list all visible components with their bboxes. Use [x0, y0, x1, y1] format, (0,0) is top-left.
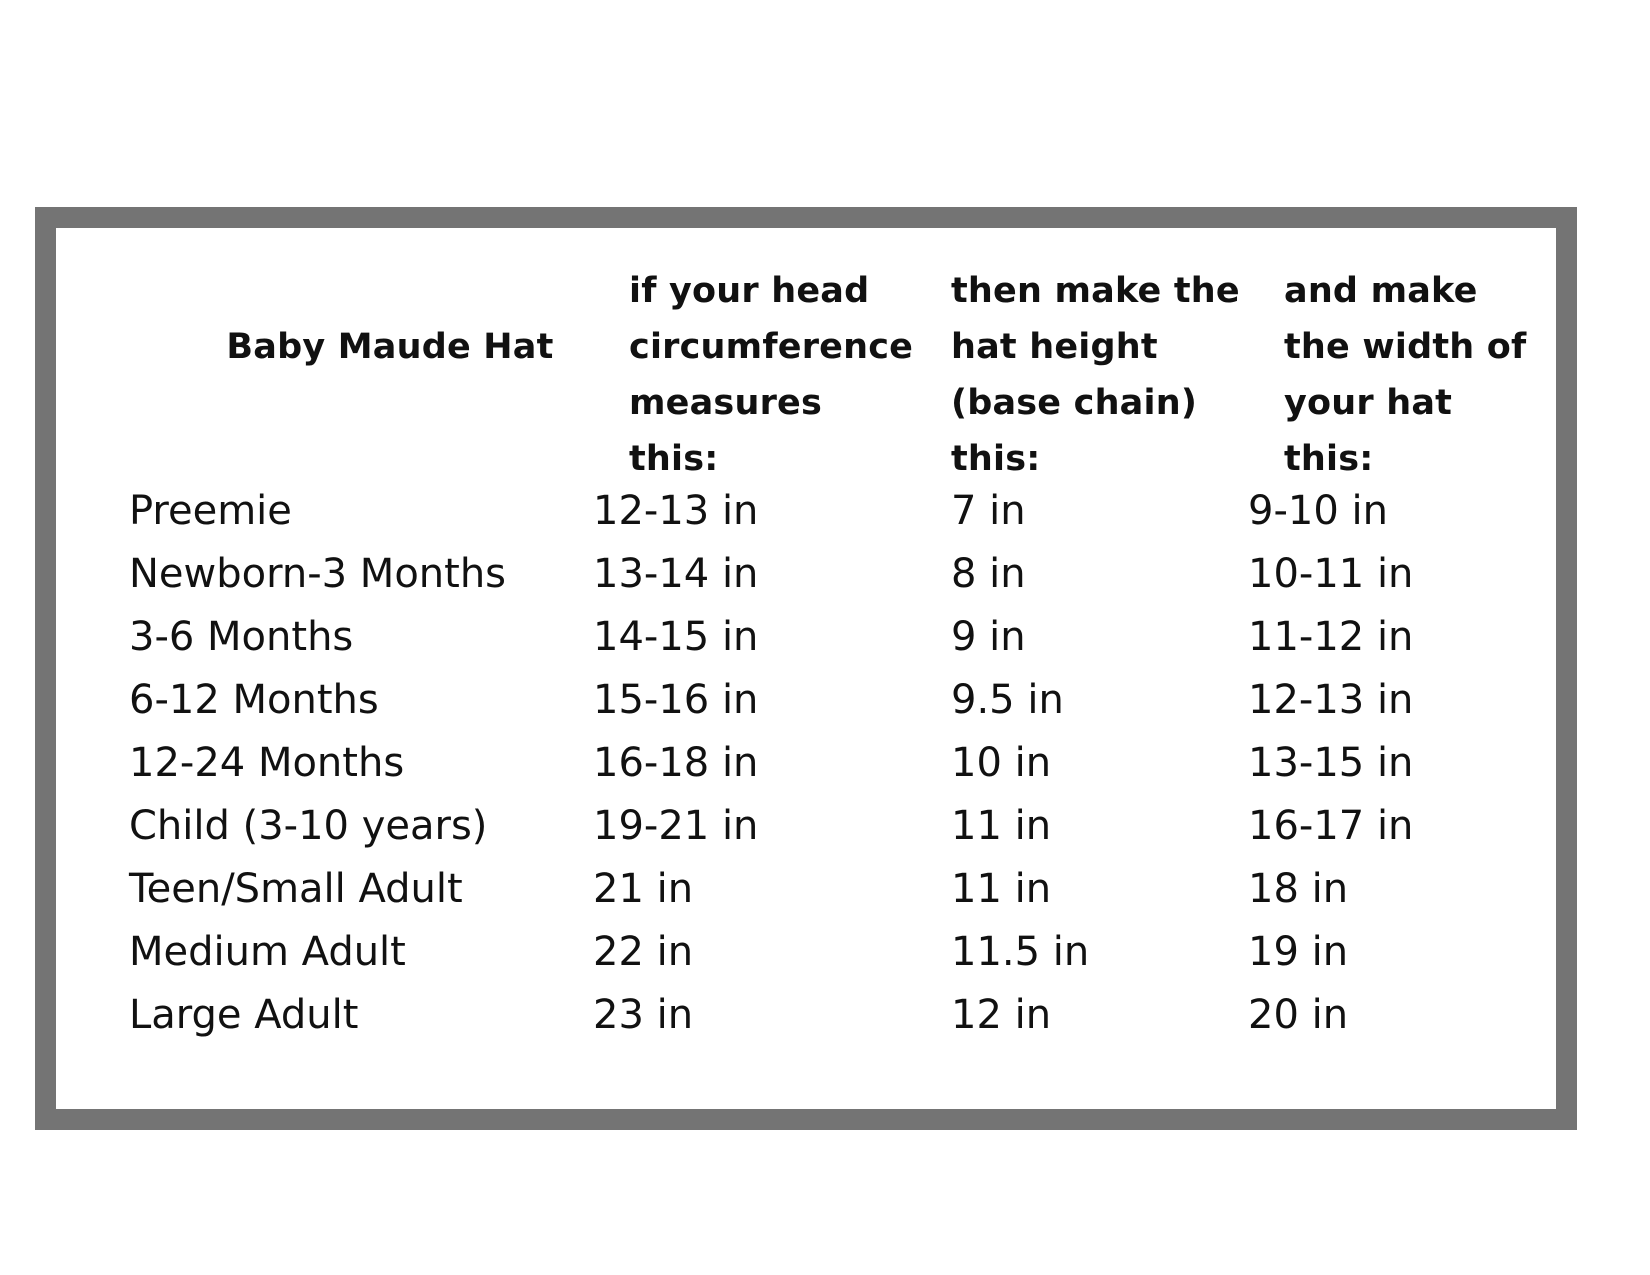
- size-chart-frame: [35, 207, 1577, 1130]
- hat-height-value: 11.5 in: [951, 929, 1090, 975]
- size-label: Child (3-10 years): [129, 803, 488, 849]
- head-circumference-value: 19-21 in: [593, 803, 759, 849]
- table-row: [56, 795, 1556, 858]
- hat-height-value: 9.5 in: [951, 677, 1064, 723]
- header-head-circumference: if your head circumference measures this:: [629, 271, 914, 479]
- header-hat-name: Baby Maude Hat: [226, 327, 554, 367]
- hat-height-value: 11 in: [951, 866, 1052, 912]
- hat-width-value: 20 in: [1248, 992, 1349, 1038]
- table-row: [56, 984, 1556, 1047]
- size-label: Teen/Small Adult: [129, 866, 463, 912]
- hat-width-value: 19 in: [1248, 929, 1349, 975]
- hat-height-value: 12 in: [951, 992, 1052, 1038]
- size-label: Newborn-3 Months: [129, 551, 507, 597]
- table-row: [56, 480, 1556, 543]
- table-row: [56, 669, 1556, 732]
- size-label: Preemie: [129, 488, 292, 534]
- size-label: Medium Adult: [129, 929, 406, 975]
- hat-width-value: 10-11 in: [1248, 551, 1414, 597]
- hat-width-value: 13-15 in: [1248, 740, 1414, 786]
- hat-height-value: 7 in: [951, 488, 1026, 534]
- hat-width-value: 11-12 in: [1248, 614, 1414, 660]
- hat-width-value: 18 in: [1248, 866, 1349, 912]
- hat-height-value: 11 in: [951, 803, 1052, 849]
- head-circumference-value: 22 in: [593, 929, 694, 975]
- table-row: [56, 921, 1556, 984]
- table-row: [56, 543, 1556, 606]
- size-label: 3-6 Months: [129, 614, 354, 660]
- hat-width-value: 9-10 in: [1248, 488, 1388, 534]
- size-label: 12-24 Months: [129, 740, 405, 786]
- table-row: [56, 732, 1556, 795]
- head-circumference-value: 14-15 in: [593, 614, 759, 660]
- hat-height-value: 10 in: [951, 740, 1052, 786]
- head-circumference-value: 15-16 in: [593, 677, 759, 723]
- hat-width-value: 12-13 in: [1248, 677, 1414, 723]
- size-label: 6-12 Months: [129, 677, 379, 723]
- head-circumference-value: 13-14 in: [593, 551, 759, 597]
- head-circumference-value: 21 in: [593, 866, 694, 912]
- head-circumference-value: 23 in: [593, 992, 694, 1038]
- size-label: Large Adult: [129, 992, 359, 1038]
- header-hat-height: then make the hat height (base chain) this:: [951, 271, 1240, 479]
- size-table-body: [56, 480, 1556, 1047]
- header-hat-width: and make the width of your hat this:: [1284, 271, 1527, 479]
- head-circumference-value: 16-18 in: [593, 740, 759, 786]
- head-circumference-value: 12-13 in: [593, 488, 759, 534]
- hat-height-value: 9 in: [951, 614, 1026, 660]
- table-row: [56, 606, 1556, 669]
- hat-height-value: 8 in: [951, 551, 1026, 597]
- table-row: [56, 858, 1556, 921]
- hat-width-value: 16-17 in: [1248, 803, 1414, 849]
